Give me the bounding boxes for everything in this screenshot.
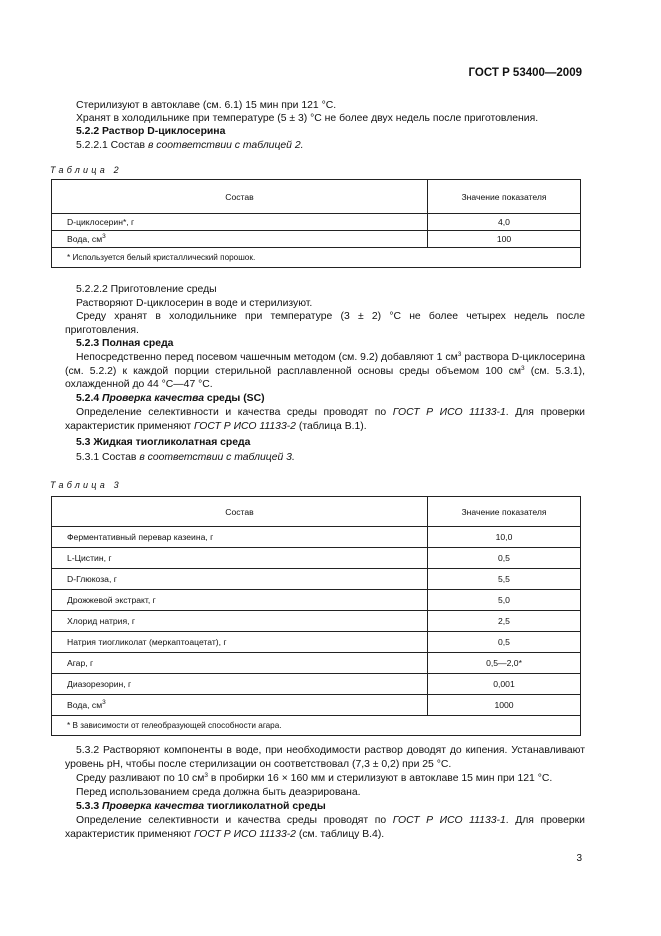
table-row (52, 611, 581, 632)
section-532-pour-line: Среду разливают по 10 $см^3$ в пробирки 16 × 160 мм и стерилизуют в автоклаве 15 мин при 121 °С. (76, 772, 553, 784)
section-523-heading: 5.2.3 Полная среда (76, 338, 174, 349)
section-524-heading: 5.2.4 Проверка качества среды (SC) (76, 393, 265, 404)
component-name: Вода, $см^3$ (52, 695, 428, 716)
section-5222-title: 5.2.2.2 Приготовление среды (76, 284, 217, 295)
component-value: 5,5 (428, 569, 581, 590)
component-value: 2,5 (428, 611, 581, 632)
document-header: ГОСТ Р 53400—2009 (468, 67, 582, 79)
component-name: Натрия тиогликолат (меркаптоацетат), г (52, 632, 428, 653)
section-5221-paragraph: 5.2.2.1 Состав в соответствии с таблицей 2. (76, 140, 304, 151)
table-3-caption: Таблица 3 (50, 480, 122, 490)
section-523-paragraph: Непосредственно перед посевом чашечным методом (см. 9.2) добавляют 1 $см^3$ раствора D-циклосерина (см. 5.2.2) к каждой порции стерильной расплавленной основы среды объемом 100 $см^3$ (см. 5.3.1), охлажденной до 44 °С—47 °С. (65, 351, 585, 391)
component-name: Дрожжевой экстракт, г (52, 590, 428, 611)
table-2-caption: Таблица 2 (50, 165, 122, 175)
table-row (52, 527, 581, 548)
column-header: Состав (52, 497, 428, 527)
table-header-row (52, 497, 581, 527)
table-footnote: * Используется белый кристаллический порошок. (52, 248, 581, 268)
section-524-paragraph: Определение селективности и качества среды проводят по ГОСТ Р ИСО 11133-1. Для проверки характеристик применяют ГОСТ Р ИСО 11133-2 (таблица В.1). (65, 407, 585, 432)
table-row (52, 214, 581, 231)
component-value: 5,0 (428, 590, 581, 611)
section-53-heading: 5.3 Жидкая тиогликолатная среда (76, 437, 251, 448)
component-name: D-циклосерин*, г (52, 214, 428, 231)
storage-line: Хранят в холодильнике при температуре (5 ± 3) °С не более двух недель после приготовления. (76, 113, 539, 124)
component-value: 100 (428, 231, 581, 248)
section-532-paragraph: 5.3.2 Растворяют компоненты в воде, при необходимости раствор доводят до кипения. Устанавливают уровень рН, чтобы после стерилизации он соответствовал (7,3 ± 0,2) при 25 °С. (65, 745, 585, 770)
component-value: 0,5—2,0* (428, 653, 581, 674)
column-header: Состав (52, 180, 428, 214)
table-footnote-row (52, 248, 581, 268)
component-value: 0,001 (428, 674, 581, 695)
sterilize-line: Стерилизуют в автоклаве (см. 6.1) 15 мин при 121 °С. (76, 100, 337, 111)
section-531-paragraph: 5.3.1 Состав в соответствии с таблицей 3. (76, 452, 295, 463)
section-522-heading: 5.2.2 Раствор D-циклосерина (76, 126, 226, 137)
table-row (52, 695, 581, 716)
component-value: 1000 (428, 695, 581, 716)
section-5222-line-1: Растворяют D-циклосерин в воде и стерилизуют. (76, 298, 313, 309)
component-name: Диазорезорин, г (52, 674, 428, 695)
component-value: 0,5 (428, 632, 581, 653)
table-row (52, 548, 581, 569)
component-name: L-Цистин, г (52, 548, 428, 569)
section-533-heading: 5.3.3 Проверка качества тиогликолатной среды (76, 801, 326, 812)
component-name: Хлорид натрия, г (52, 611, 428, 632)
component-value: 4,0 (428, 214, 581, 231)
table-row (52, 590, 581, 611)
component-name: Вода, $см^3$ (52, 231, 428, 248)
table-footnote-row (52, 716, 581, 736)
component-name: Ферментативный перевар казеина, г (52, 527, 428, 548)
table-row (52, 632, 581, 653)
column-header: Значение показателя (428, 497, 581, 527)
section-533-paragraph: Определение селективности и качества среды проводят по ГОСТ Р ИСО 11133-1. Для проверки характеристик применяют ГОСТ Р ИСО 11133-2 (см. таблицу В.4). (65, 815, 585, 840)
table-2 (51, 179, 581, 268)
component-name: D-Глюкоза, г (52, 569, 428, 590)
table-3 (51, 496, 581, 736)
component-value: 0,5 (428, 548, 581, 569)
table-footnote: * В зависимости от гелеобразующей способности агара. (52, 716, 581, 736)
table-row (52, 653, 581, 674)
section-532-deaerate-line: Перед использованием среда должна быть деаэрирована. (76, 787, 361, 798)
component-value: 10,0 (428, 527, 581, 548)
page-number: 3 (576, 853, 582, 864)
section-5222-line-2: Среду хранят в холодильнике при температуре (3 ± 2) °С не более четырех недель после приготовления. (65, 311, 585, 336)
column-header: Значение показателя (428, 180, 581, 214)
table-row (52, 231, 581, 248)
table-row (52, 569, 581, 590)
table-header-row (52, 180, 581, 214)
table-row (52, 674, 581, 695)
component-name: Агар, г (52, 653, 428, 674)
